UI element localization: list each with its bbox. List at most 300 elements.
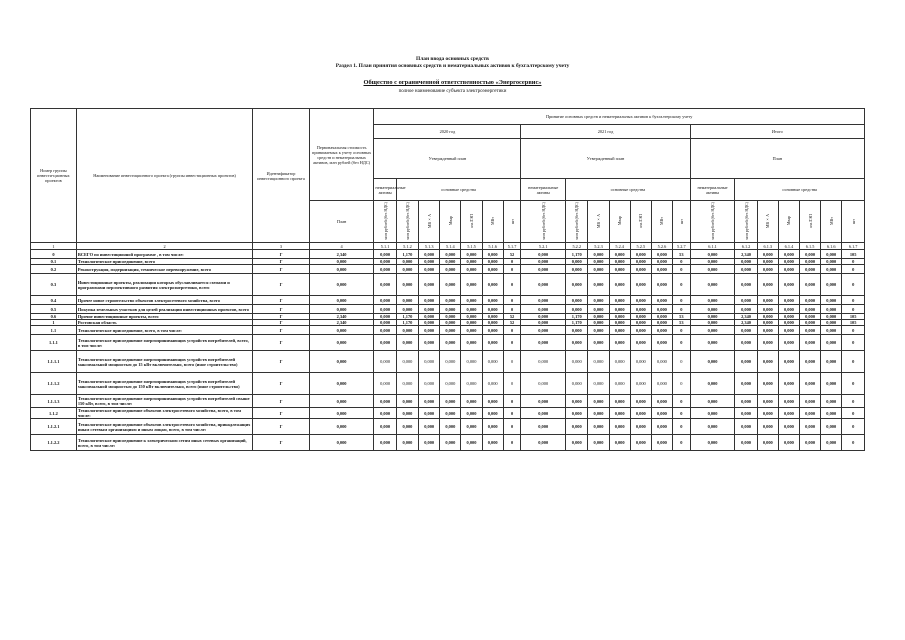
cell-2021: 0,000 [651,305,672,314]
row-identifier: Г [253,335,309,351]
approved2-header: Утвержденный план [521,139,690,179]
column-number: 3 [253,243,309,250]
row-name: Технологическое присоединение, всего, в том числе: [76,326,252,335]
cell-total: 0,000 [757,335,778,351]
cell-total: 0,000 [821,274,842,296]
cell-total: 0,000 [778,408,799,419]
column-number: 2 [76,243,252,250]
row-name: Ростовская область [76,320,252,326]
cell-2021: 1,170 [566,250,588,259]
cell-total: 0 [842,326,865,335]
cell-total: 0,000 [800,265,821,274]
row-identifier: Г [253,274,309,296]
cell-2021: 0,000 [588,274,609,296]
unit-header: Мвар [609,201,630,243]
row-name: Технологическое присоединение к электрическим сетям иных сетевых организаций, всего, в том числе: [76,435,252,451]
row-name: ВСЕГО по инвестиционной программе , в том числе: [76,250,252,259]
cell-2021: 0,000 [521,274,566,296]
cell-2021: 0,000 [651,335,672,351]
cell-2021: 0,000 [588,435,609,451]
cell-2021: 0,000 [609,408,630,419]
row-number: 1.1.1 [31,335,77,351]
unit-header: МВ×А [419,201,440,243]
cell-total: 0 [842,435,865,451]
cell-total: 0 [842,395,865,408]
cell-2020: 0,000 [482,408,503,419]
cell-2020: 0,000 [440,351,461,373]
cell-2021: 0 [673,335,691,351]
cell-2021: 0,000 [651,250,672,259]
cell-2020: 0,000 [482,250,503,259]
cell-2020: 0,000 [461,259,482,265]
cell-2020: 0,000 [482,314,503,320]
cell-2021: 0,000 [566,373,588,395]
cell-2020: 0,000 [482,395,503,408]
cell-total: 0,000 [821,408,842,419]
cell-2021: 0,000 [651,320,672,326]
cell-total: 0,000 [735,274,757,296]
cell-2021: 0,000 [651,274,672,296]
cell-2020: 0,000 [482,274,503,296]
cell-2020: 0,000 [419,395,440,408]
row-identifier: Г [253,326,309,335]
cell-2020: 0,000 [461,326,482,335]
unit-header: шт [503,201,521,243]
cell-2021: 0,000 [521,419,566,435]
cell-2021: 53 [673,314,691,320]
cell-total: 0,000 [821,395,842,408]
cell-total: 0,000 [800,250,821,259]
cell-2021: 1,170 [566,314,588,320]
column-number: 4 [309,243,374,250]
cell-2021: 0,000 [630,326,651,335]
cell-2020: 0,000 [482,265,503,274]
row-number: 0.6 [31,314,77,320]
unit-header: км ЛЭП [630,201,651,243]
cell-total: 0 [842,274,865,296]
cell-2021: 0 [673,305,691,314]
row-name: Инвестиционные проекты, реализация которых обуславливается схемами и программами перспективного развития электроэнергетики, всего [76,274,252,296]
row-number: 0 [31,250,77,259]
investment-table [30,108,865,451]
cell-2020: 0,000 [440,408,461,419]
cell-total: 0,000 [800,274,821,296]
row-number: 1.1.1.2 [31,373,77,395]
cell-total: 0,000 [735,326,757,335]
row-identifier: Г [253,373,309,395]
cell-total: 0,000 [690,265,735,274]
cell-2021: 0,000 [630,265,651,274]
cell-2021: 0,000 [609,305,630,314]
cell-2021: 53 [673,250,691,259]
table-row [31,274,865,296]
cell-2021: 0,000 [566,351,588,373]
cell-total: 0,000 [690,296,735,305]
cell-2020: 0 [503,419,521,435]
cell-total: 0,000 [800,259,821,265]
cell-total: 0,000 [757,419,778,435]
cell-2021: 0,000 [651,373,672,395]
cell-total: 0,000 [800,335,821,351]
row-identifier: Г [253,265,309,274]
cell-2020: 0,000 [396,259,418,265]
unit-header: МВ×А [588,201,609,243]
column-number: 5.1.5 [461,243,482,250]
cell-2020: 0 [503,326,521,335]
cell-2020: 0,000 [374,265,396,274]
total-header: Итого [690,125,864,139]
cell-2021: 0,000 [630,419,651,435]
cell-2021: 0,000 [651,314,672,320]
cell-2020: 0,000 [374,314,396,320]
cell-2020: 0,000 [440,395,461,408]
cell-2021: 0,000 [588,259,609,265]
document-title: План ввода основных средств [416,56,489,62]
cost-plan-header: План [309,201,374,243]
cell-2021: 0,000 [521,296,566,305]
unit-header: млн рублей (без НДС) [690,201,735,243]
cell-2020: 0,000 [419,373,440,395]
cell-2020: 0,000 [461,435,482,451]
cell-2020: 0,000 [482,326,503,335]
cell-total: 0,000 [800,320,821,326]
row-cost-plan: 0,000 [309,259,374,265]
cell-2021: 0 [673,408,691,419]
column-number: 5.2.2 [566,243,588,250]
cell-2021: 0,000 [651,419,672,435]
cell-2020: 0,000 [396,408,418,419]
row-identifier: Г [253,296,309,305]
unit-header: Мвар [778,201,799,243]
fixed-header: основные средства [735,179,865,201]
cell-2020: 0,000 [482,296,503,305]
cell-2021: 0,000 [521,395,566,408]
cell-2020: 0,000 [374,395,396,408]
table-row [31,250,865,259]
row-cost-plan: 0,000 [309,305,374,314]
cell-total: 0,000 [757,435,778,451]
row-name: Реконструкция, модернизация, техническое перевооружение, всего [76,265,252,274]
cell-total: 0,000 [690,408,735,419]
column-number: 5.1.4 [440,243,461,250]
cell-2020: 0,000 [374,305,396,314]
row-cost-plan: 0,000 [309,408,374,419]
cell-2020: 0,000 [374,250,396,259]
cell-2020: 0,000 [440,314,461,320]
cell-2021: 0,000 [521,314,566,320]
unit-header: Мвар [440,201,461,243]
cell-2020: 0,000 [461,250,482,259]
cell-2021: 0,000 [630,395,651,408]
cell-2021: 0 [673,296,691,305]
cell-2021: 0,000 [609,296,630,305]
cell-2020: 0 [503,259,521,265]
cell-2021: 0,000 [609,320,630,326]
cell-total: 0,000 [757,373,778,395]
cell-2020: 0,000 [482,320,503,326]
cell-total: 0 [842,335,865,351]
cell-total: 0,000 [757,408,778,419]
row-identifier: Г [253,250,309,259]
cell-2020: 0,000 [374,419,396,435]
cell-2020: 0 [503,265,521,274]
cell-total: 0,000 [690,274,735,296]
cell-2021: 0,000 [588,305,609,314]
cell-2021: 0,000 [609,274,630,296]
column-number: 5.2.7 [673,243,691,250]
cell-total: 0,000 [757,265,778,274]
row-identifier: Г [253,320,309,326]
unit-header: млн рублей (без НДС) [521,201,566,243]
cell-2021: 0,000 [521,373,566,395]
cell-total: 0,000 [690,351,735,373]
unit-header: км ЛЭП [461,201,482,243]
cell-total: 0,000 [800,408,821,419]
table-row [31,296,865,305]
cell-total: 0,000 [778,296,799,305]
cell-total: 0,000 [757,320,778,326]
cell-2021: 0,000 [521,335,566,351]
cell-total: 0,000 [778,351,799,373]
table-row [31,305,865,314]
row-number: 1.1.1.3 [31,395,77,408]
table-row [31,335,865,351]
cell-2021: 0,000 [566,296,588,305]
intangible-header: нематериальные активы [690,179,735,201]
fixed-header: основные средства [566,179,691,201]
row-cost-plan: 0,000 [309,296,374,305]
cell-2020: 0,000 [482,419,503,435]
cell-2021: 0,000 [651,408,672,419]
cell-total: 0 [842,259,865,265]
cell-2020: 0,000 [396,296,418,305]
row-number: 1.1.1.1 [31,351,77,373]
cell-2021: 0,000 [630,435,651,451]
intangible-header: нематериальные активы [521,179,566,201]
cell-2021: 0,000 [630,250,651,259]
cell-2020: 0,000 [396,265,418,274]
cell-2020: 0,000 [440,265,461,274]
row-identifier: Г [253,408,309,419]
cell-2020: 0,000 [440,335,461,351]
column-number: 5.1.6 [482,243,503,250]
cell-2020: 0,000 [396,419,418,435]
cell-2021: 0,000 [588,335,609,351]
row-cost-plan: 2,340 [309,250,374,259]
row-number: 1 [31,320,77,326]
row-cost-plan: 0,000 [309,265,374,274]
cell-2021: 0 [673,435,691,451]
column-number: 5.2.5 [630,243,651,250]
cell-2020: 0 [503,335,521,351]
cell-2020: 0,000 [440,259,461,265]
cell-total: 0,000 [778,320,799,326]
cell-total: 0,000 [757,395,778,408]
row-number: 1.1 [31,326,77,335]
cell-total: 105 [842,314,865,320]
row-cost-plan: 0,000 [309,351,374,373]
cell-2020: 0,000 [482,373,503,395]
column-number: 6.1.1 [690,243,735,250]
cell-total: 0,000 [757,274,778,296]
cell-2020: 0,000 [419,335,440,351]
cell-2020: 0,000 [419,250,440,259]
cell-2021: 0,000 [609,419,630,435]
cell-2021: 0,000 [651,395,672,408]
cell-2020: 0,000 [440,373,461,395]
cell-2021: 0,000 [588,419,609,435]
cell-2021: 0,000 [609,259,630,265]
cell-total: 0,000 [778,274,799,296]
cell-total: 0,000 [757,250,778,259]
table-row [31,435,865,451]
cell-2021: 0,000 [566,326,588,335]
cell-2020: 0,000 [396,305,418,314]
cell-total: 0,000 [821,320,842,326]
cell-2020: 0,000 [440,419,461,435]
row-name: Прочие инвестиционные проекты, всего [76,314,252,320]
cell-2021: 0,000 [521,265,566,274]
cell-total: 0,000 [735,296,757,305]
year2-header: 2021 год [521,125,690,139]
table-row [31,408,865,419]
cell-2020: 0,000 [374,296,396,305]
cell-2021: 0,000 [609,314,630,320]
row-identifier: Г [253,395,309,408]
row-identifier: Г [253,435,309,451]
company-note: полное наименование субъекта электроэнергетики [398,89,507,94]
row-identifier: Г [253,419,309,435]
cell-total: 0,000 [778,250,799,259]
cell-2020: 0,000 [440,326,461,335]
cell-total: 0,000 [821,314,842,320]
cell-2021: 0 [673,326,691,335]
cell-total: 0,000 [735,419,757,435]
cell-2021: 0,000 [521,259,566,265]
row-name: Технологическое присоединение объектов электросетевого хозяйства, принадлежащих иным сетевым организациям и иным лицам, всего, в том числе: [76,419,252,435]
cell-2020: 0,000 [419,274,440,296]
cell-total: 0,000 [735,408,757,419]
fixed-header: основные средства [396,179,521,201]
cell-2021: 0,000 [588,265,609,274]
cell-2021: 0,000 [588,314,609,320]
cell-total: 105 [842,250,865,259]
row-number: 1.1.2.2 [31,435,77,451]
row-identifier: Г [253,351,309,373]
row-cost-plan: 0,000 [309,335,374,351]
cell-2020: 0,000 [440,320,461,326]
cell-2020: 0,000 [482,435,503,451]
cell-total: 0,000 [778,314,799,320]
row-name: Технологическое присоединение, всего [76,259,252,265]
row-cost-plan: 2,340 [309,314,374,320]
cell-total: 0,000 [778,373,799,395]
cell-2021: 0,000 [630,259,651,265]
unit-header: млн рублей (без НДС) [374,201,396,243]
cell-total: 0,000 [800,351,821,373]
cell-total: 0,000 [821,305,842,314]
cell-total: 0,000 [735,259,757,265]
cell-2020: 0,000 [461,305,482,314]
cell-2021: 0,000 [588,351,609,373]
cell-2020: 0,000 [396,335,418,351]
cell-total: 0 [842,305,865,314]
cell-2021: 0,000 [566,395,588,408]
cell-2021: 0,000 [651,259,672,265]
approved1-header: Утвержденный план [374,139,521,179]
cell-2020: 0,000 [482,335,503,351]
column-number: 6.1.3 [757,243,778,250]
unit-header: МВт [482,201,503,243]
cell-2020: 52 [503,250,521,259]
cell-2021: 0,000 [630,305,651,314]
column-number: 5.2.6 [651,243,672,250]
cell-2021: 0,000 [630,274,651,296]
cell-total: 0,000 [800,395,821,408]
unit-header: МВт [651,201,672,243]
cell-total: 0 [842,408,865,419]
row-number: 0.3 [31,274,77,296]
cell-total: 105 [842,320,865,326]
cell-total: 0,000 [800,435,821,451]
cell-total: 0,000 [690,305,735,314]
row-number: 0.1 [31,259,77,265]
row-number: 0.4 [31,296,77,305]
cell-2021: 0,000 [566,435,588,451]
cell-2020: 0,000 [482,305,503,314]
cell-total: 0,000 [800,326,821,335]
cell-2021: 0,000 [630,373,651,395]
cell-2020: 1,170 [396,314,418,320]
cell-2021: 0 [673,395,691,408]
column-number: 5.1.3 [419,243,440,250]
cell-2020: 1,170 [396,320,418,326]
cell-2021: 0,000 [566,265,588,274]
cell-2020: 0,000 [396,435,418,451]
column-number: 5.1.1 [374,243,396,250]
unit-header: км ЛЭП [800,201,821,243]
cell-total: 0,000 [800,419,821,435]
cell-2021: 0,000 [521,408,566,419]
cell-2020: 0,000 [396,351,418,373]
cell-2020: 0,000 [419,259,440,265]
cell-total: 0 [842,265,865,274]
cell-2021: 0,000 [651,296,672,305]
intangible-header: нематериальные активы [374,179,396,201]
cell-2021: 0,000 [609,326,630,335]
cell-2021: 53 [673,320,691,326]
cell-2021: 0,000 [588,373,609,395]
cell-total: 0,000 [778,395,799,408]
cell-2020: 0,000 [374,351,396,373]
cell-total: 0,000 [735,335,757,351]
cell-2021: 0,000 [588,320,609,326]
cell-total: 0 [842,419,865,435]
cell-total: 0,000 [800,305,821,314]
cell-2021: 0,000 [651,351,672,373]
row-number: 0.5 [31,305,77,314]
unit-header: МВт [821,201,842,243]
row-cost-plan: 0,000 [309,435,374,451]
row-number: 1.1.2 [31,408,77,419]
cell-2021: 0 [673,373,691,395]
column-number: 5.2.1 [521,243,566,250]
cell-2020: 0,000 [461,335,482,351]
cell-total: 0,000 [821,250,842,259]
row-cost-plan: 0,000 [309,419,374,435]
cell-2021: 0,000 [630,335,651,351]
cell-2021: 0,000 [566,305,588,314]
